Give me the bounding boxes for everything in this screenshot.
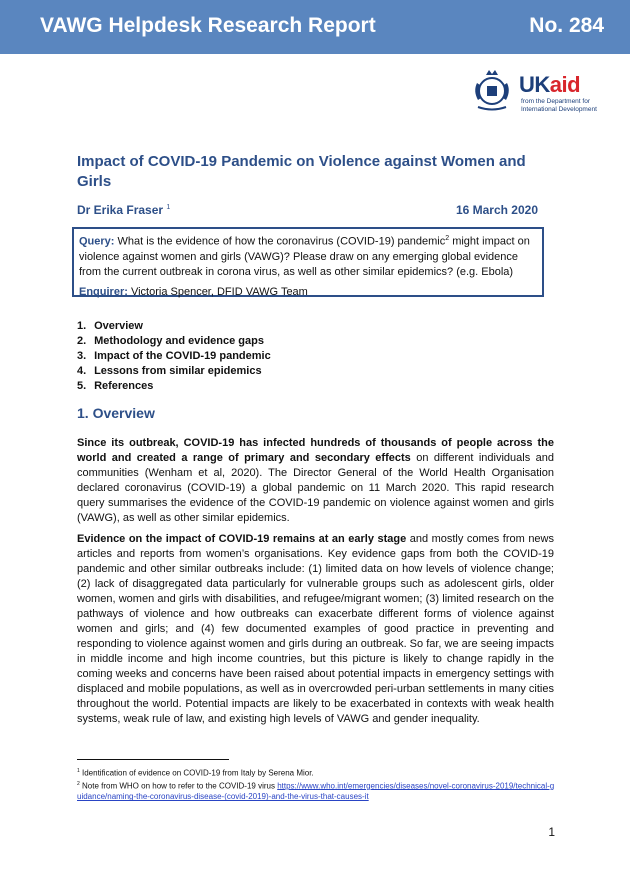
toc-item: 3. Impact of the COVID-19 pandemic	[77, 350, 271, 362]
footnote-1: $^1$ Identification of evidence on COVID-19 from Italy by Serena Mior.	[77, 768, 314, 778]
who-naming-link[interactable]: https://www.who.int/emergencies/diseases/novel-coronavirus-2019/technical-guidance/naming-the-coronavirus-disease-(covid-2019)-and-the-virus-that-causes-it	[77, 781, 555, 802]
toc-item: 2. Methodology and evidence gaps	[77, 335, 264, 347]
footnotes	[77, 766, 557, 802]
report-number: No. 284	[529, 14, 604, 37]
header-banner	[0, 0, 630, 54]
author: Dr Erika Fraser $^1$	[77, 203, 171, 217]
query-text: Query: What is the evidence of how the coronavirus (COVID-19) pandemic$^2$ might impact on violence against women and girls (VAWG)? Please draw on any emerging global evidence from the current outbreak in corona virus, as well as other similar epidemics? (e.g. Ebola)	[79, 235, 530, 278]
page-number: 1	[548, 825, 555, 839]
royal-crest-icon	[469, 67, 515, 113]
footnote-2: $^2$ Note from WHO on how to refer to the COVID-19 virus https://www.who.int/emergencies/diseases/novel-coronavirus-2019/technical-guidance/naming-the-coronavirus-disease-(covid-2019)-and-the-virus-that-causes-it	[77, 780, 555, 802]
document-title: Impact of COVID-19 Pandemic on Violence against Women and Girls	[77, 153, 526, 190]
report-series-title: VAWG Helpdesk Research Report	[40, 14, 376, 37]
section-heading-overview: 1. Overview	[77, 405, 155, 421]
ukaid-wordmark: UKaid	[519, 72, 581, 97]
toc-item: 5. References	[77, 380, 154, 392]
toc-item: 1. Overview	[77, 320, 143, 332]
enquirer: Enquirer: Victoria Spencer, DFID VAWG Team	[79, 285, 308, 298]
overview-paragraph-1: Since its outbreak, COVID-19 has infected hundreds of thousands of people across the world and created a range of primary and secondary effects on different individuals and communities (Wenham et al, 2020). The Director General of the World Health Organisation declared coronavirus (COVID-19) a global pandemic on 11 March 2020. This rapid research query summarises the evidence of the COVID-19 pandemic on violence against women and girls (VAWG), as well as other similar epidemics.	[77, 437, 554, 524]
overview-paragraph-2: Evidence on the impact of COVID-19 remains at an early stage and mostly comes from news articles and reports from women’s organisations. Key evidence gaps from both the COVID-19 pandemic and other similar outbreaks include: (1) limited data on how levels of violence change; (2) lack of disaggregated data particularly for vulnerable groups such as adolescent girls, older women, women and girls with disabilities, and refugee/migrant women; (3) limited research on the pathways of violence and how outbreaks can exacerbate different forms of violence against women and girls; and (4) few documented examples of good practice in preventing and responding to violence against women and girls during an outbreak. So far, we are seeing impacts in middle income and high income countries, but this picture is likely to change rapidly in the coming weeks and concerns have been raised about potential impacts in emergency settings with displaced and mobile populations, as well as in overcrowded peri-urban settlements in many cities throughout the world. Potential impacts are likely to be exacerbated in contexts with weak health systems, weak rule of law, and existing high levels of VAWG and gender inequality.	[77, 533, 554, 725]
table-of-contents	[77, 319, 271, 394]
query-box	[72, 227, 544, 297]
query-footnote-ref: 2	[445, 235, 450, 242]
author-footnote-ref: 1	[166, 204, 171, 211]
footnote-divider	[77, 759, 229, 760]
ukaid-logo	[469, 67, 609, 121]
ukaid-subtitle: from the Department for International Development	[521, 98, 597, 113]
toc-item: 4. Lessons from similar epidemics	[77, 365, 262, 377]
report-date: 16 March 2020	[455, 203, 538, 217]
